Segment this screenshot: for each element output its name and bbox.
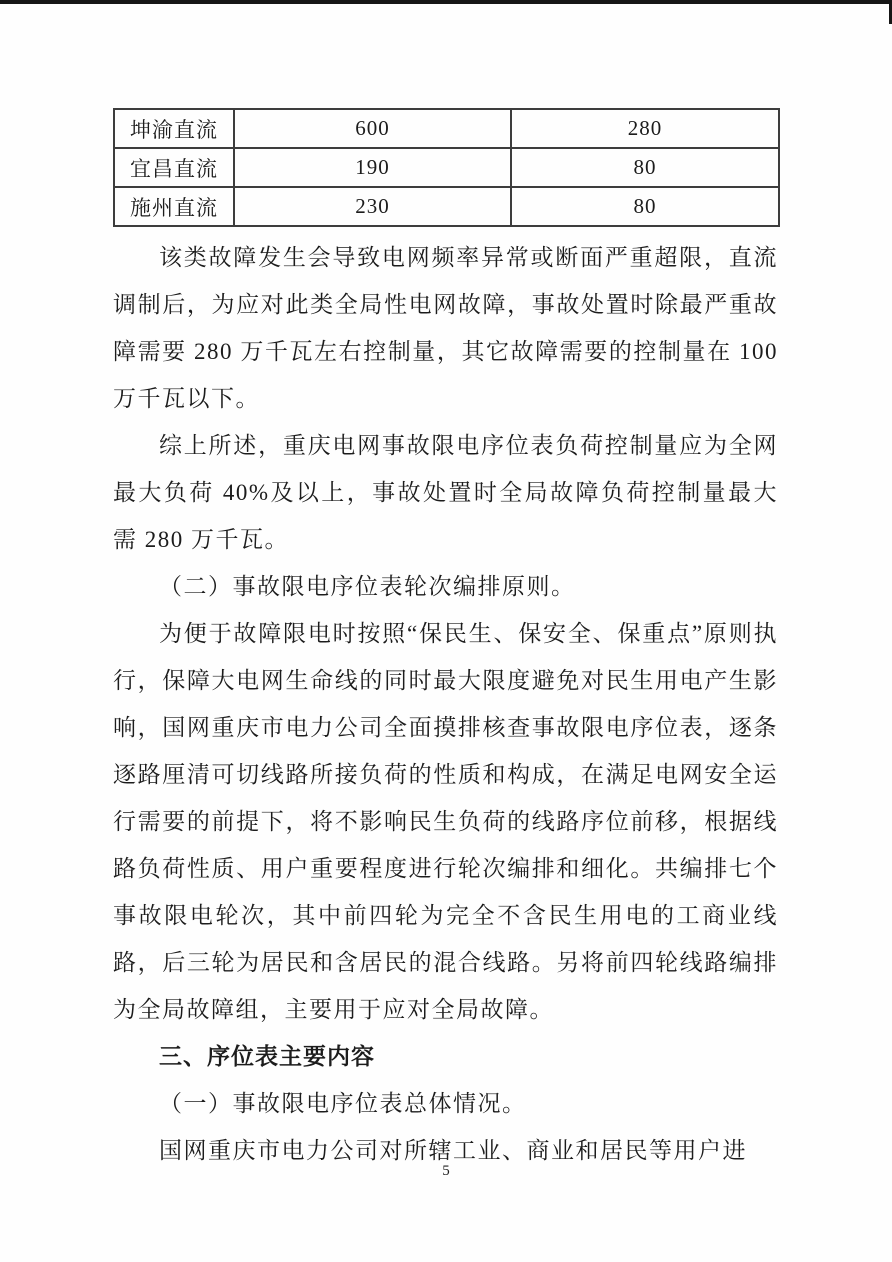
table-cell-line-name: 施州直流 <box>114 187 234 226</box>
table-row <box>114 148 779 187</box>
paragraph-round-arrangement: 为便于故障限电时按照“保民生、保安全、保重点”原则执行，保障大电网生命线的同时最大限度避免对民生用电产生影响，国网重庆市电力公司全面摸排核查事故限电序位表，逐条逐路厘清可切线路所接负荷的性质和构成，在满足电网安全运行需要的前提下，将不影响民生负荷的线路序位前移，根据线路负荷性质、用户重要程度进行轮次编排和细化。共编排七个事故限电轮次，其中前四轮为完全不含民生用电的工商业线路，后三轮为居民和含居民的混合线路。另将前四轮线路编排为全局故障组，主要用于应对全局故障。 <box>113 621 778 1022</box>
table-cell-value: 600 <box>234 109 511 148</box>
table-cell-value: 80 <box>511 187 779 226</box>
section-heading: 三、序位表主要内容 <box>159 1043 375 1069</box>
table-row <box>114 109 779 148</box>
paragraph-fault-impact: 该类故障发生会导致电网频率异常或断面严重超限，直流调制后，为应对此类全局性电网故障，事故处置时除最严重故障需要 280 万千瓦左右控制量，其它故障需要的控制量在 100 万千瓦以下。 <box>113 245 778 411</box>
paragraph-subsection-1-title: （一）事故限电序位表总体情况。 <box>159 1091 527 1116</box>
table-cell-line-name: 宜昌直流 <box>114 148 234 187</box>
table-cell-value: 230 <box>234 187 511 226</box>
paragraph-overview-start: 国网重庆市电力公司对所辖工业、商业和居民等用户进 <box>159 1138 747 1163</box>
dc-line-table <box>113 108 780 227</box>
table-cell-value: 80 <box>511 148 779 187</box>
paragraph-subsection-2-title: （二）事故限电序位表轮次编排原则。 <box>159 574 576 599</box>
table-row <box>114 187 779 226</box>
table-cell-line-name: 坤渝直流 <box>114 109 234 148</box>
table-cell-value: 280 <box>511 109 779 148</box>
body-text <box>113 234 778 1174</box>
scan-edge-top <box>0 0 892 4</box>
paragraph-summary: 综上所述，重庆电网事故限电序位表负荷控制量应为全网最大负荷 40%及以上，事故处置时全局故障负荷控制量最大需 280 万千瓦。 <box>113 433 778 552</box>
page-number: 5 <box>442 1163 450 1179</box>
table-cell-value: 190 <box>234 148 511 187</box>
